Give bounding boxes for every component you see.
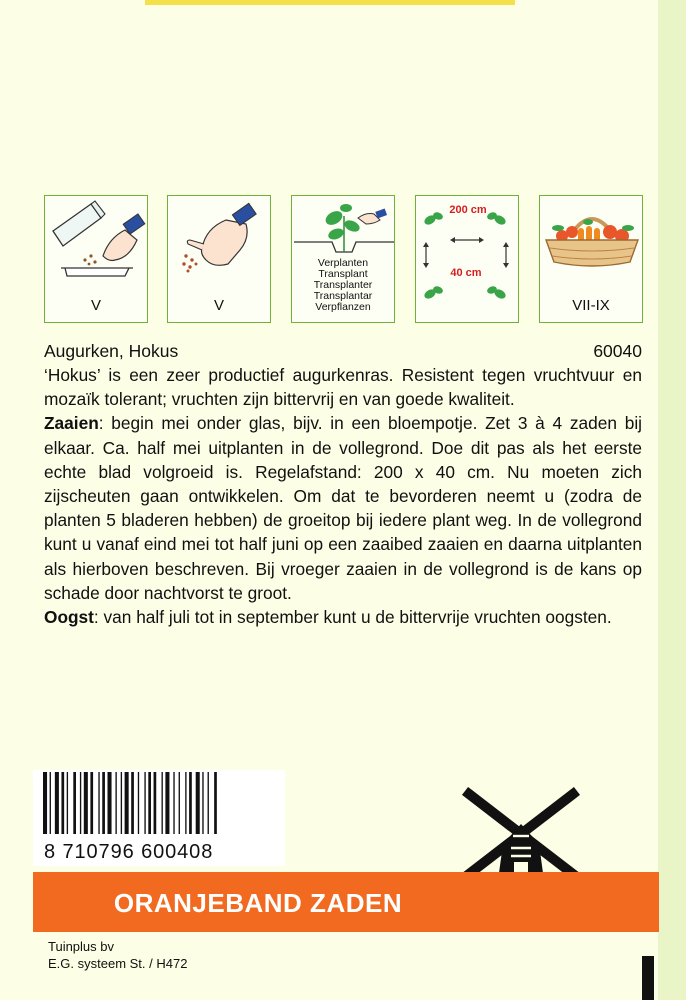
harvest-paragraph <box>44 605 642 629</box>
transplant-label: Transplanter <box>313 279 373 291</box>
harvest-text: : van half juli tot in september kunt u de bittervrije vruchten oogsten. <box>93 607 612 628</box>
side-strip <box>658 0 686 1000</box>
company-info <box>48 938 187 972</box>
sow-outdoor-panel <box>167 195 271 323</box>
spacing-panel <box>415 195 519 323</box>
barcode-digits: 8 710796 600408 <box>44 841 214 863</box>
row-distance-label: 200 cm <box>449 204 487 216</box>
spacing-icon <box>416 196 520 324</box>
brand-name: ORANJEBAND ZADEN <box>113 888 403 918</box>
transplant-label: Verpflanzen <box>315 301 371 313</box>
sowing-text: : begin mei onder glas, bijv. in een bloempotje. Zet 3 à 4 zaden bij elkaar. Ca. half mei uitplanten in de vollegrond. Doe dit pas als het eerste echte blad volgroeid is. Regelafstand: 200 x 40 cm. Nu moeten zich zijscheuten gaan ontwikkelen. Om dat te bevorderen neemt u (zodra de planten 5 bladeren hebben) de groeitop bij iedere plant weg. In de vollegrond kunt u vanaf eind mei tot half juni op een zaaibed zaaien en daarna uitplanten als hierboven beschreven. Bij vroeger zaaien in de vollegrond is de kans op schade door nachtvorst te groot. <box>44 413 642 603</box>
top-accent-bar <box>145 0 515 5</box>
sow-outdoor-icon <box>168 196 272 296</box>
intro-paragraph: ‘Hokus’ is een zeer productief augurkenras. Resistent tegen vruchtvuur en mozaïk tolerant; vruchten zijn bittervrij en van goede kwaliteit. <box>44 365 642 410</box>
plant-distance-label: 40 cm <box>450 267 482 279</box>
transplant-label: Verplanten <box>317 257 369 269</box>
company-name: Tuinplus bv <box>48 939 114 954</box>
harvest-months: VII-IX <box>572 297 610 314</box>
harvest-basket-icon <box>540 196 644 296</box>
brand-band <box>33 872 659 932</box>
edge-mark <box>642 956 654 1000</box>
sow-outdoor-month: V <box>213 297 224 314</box>
product-name: Augurken, Hokus <box>44 341 179 361</box>
transplant-label: Transplant <box>318 268 368 280</box>
description <box>44 363 642 629</box>
sow-indoor-icon <box>45 196 149 296</box>
harvest-panel <box>539 195 643 323</box>
barcode-bars <box>33 770 285 840</box>
transplant-label-list <box>292 258 394 313</box>
product-code: 60040 <box>593 341 642 361</box>
transplant-panel <box>291 195 395 323</box>
sow-indoor-panel <box>44 195 148 323</box>
sow-indoor-month: V <box>90 297 101 314</box>
transplant-icon <box>292 196 396 258</box>
sowing-label: Zaaien <box>44 413 99 434</box>
sowing-paragraph <box>44 411 642 605</box>
transplant-label: Transplantar <box>313 290 373 302</box>
company-certification: E.G. systeem St. / H472 <box>48 956 188 971</box>
harvest-label: Oogst <box>44 607 94 628</box>
